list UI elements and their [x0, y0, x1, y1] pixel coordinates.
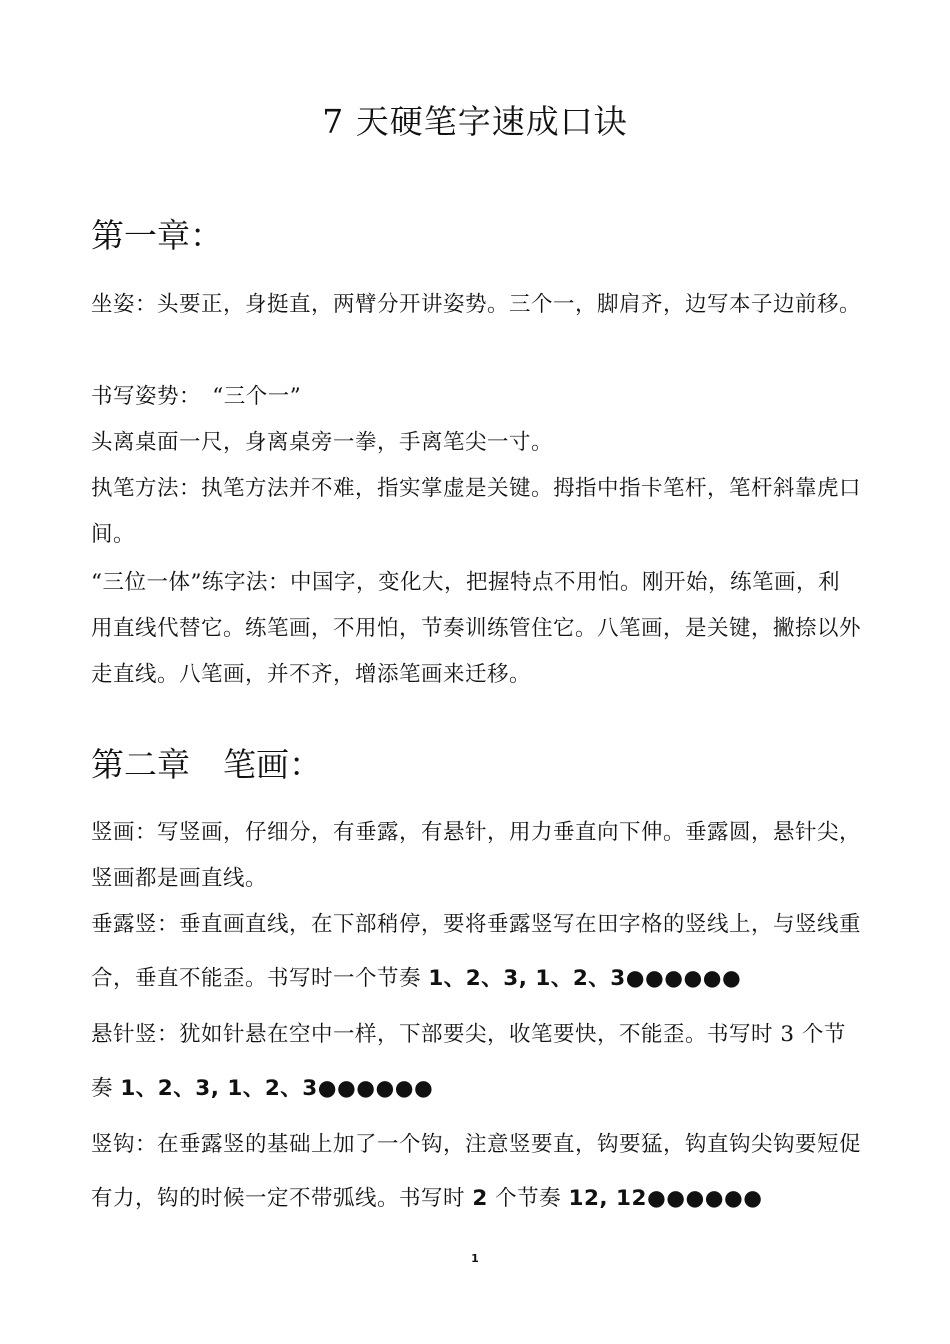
dew-vertical-paragraph	[91, 898, 861, 1006]
dew-vertical-rhythm: 1、2、3, 1、2、3●●●●●●	[428, 966, 742, 991]
document-title: 7 天硬笔字速成口诀	[322, 102, 628, 141]
vertical-hook-count: 2	[472, 1186, 488, 1211]
vertical-hook-paragraph	[91, 1118, 861, 1226]
vertical-hook-text-2: 个节奏	[487, 1186, 569, 1211]
needle-vertical-text: 悬针竖：犹如针悬在空中一样，下部要尖，收笔要快，不能歪。书写时 3 个节奏	[91, 1022, 846, 1101]
vertical-stroke-paragraph: 竖画：写竖画，仔细分，有垂露，有悬针，用力垂直向下伸。垂露圆，悬针尖，竖画都是画直线。	[91, 820, 862, 891]
needle-vertical-rhythm: 1、2、3, 1、2、3●●●●●●	[120, 1076, 434, 1101]
chapter-2-heading: 第二章 笔画：	[91, 745, 322, 784]
three-ones-paragraph: 头离桌面一尺，身离桌旁一拳，手离笔尖一寸。	[91, 430, 554, 455]
trinity-method-paragraph: “三位一体”练字法：中国字，变化大，把握特点不用怕。刚开始，练笔画，利用直线代替它。练笔画，不用怕，节奏训练管住它。八笔画，是关键，撇捺以外走直线。八笔画，并不齐，增添笔画来迁移。	[91, 570, 862, 687]
vertical-hook-text: 竖钩：在垂露竖的基础上加了一个钩，注意竖要直，钩要猛，钩直钩尖钩要短促有力，钩的时候一定不带弧线。书写时	[91, 1132, 862, 1211]
chapter-1-heading: 第一章：	[91, 216, 223, 255]
writing-posture-paragraph: 书写姿势： “三个一”	[91, 384, 302, 409]
needle-vertical-paragraph	[91, 1008, 861, 1116]
vertical-hook-rhythm: 12, 12●●●●●●	[568, 1186, 763, 1211]
page-number: 1	[471, 1252, 479, 1265]
sitting-posture-paragraph: 坐姿：头要正，身挺直，两臂分开讲姿势。三个一，脚肩齐，边写本子边前移。	[91, 292, 862, 317]
dew-vertical-text: 垂露竖：垂直画直线，在下部稍停，要将垂露竖写在田字格的竖线上，与竖线重合，垂直不能歪。书写时一个节奏	[91, 912, 862, 991]
pen-holding-paragraph: 执笔方法：执笔方法并不难，指实掌虚是关键。拇指中指卡笔杆，笔杆斜靠虎口间。	[91, 476, 862, 547]
